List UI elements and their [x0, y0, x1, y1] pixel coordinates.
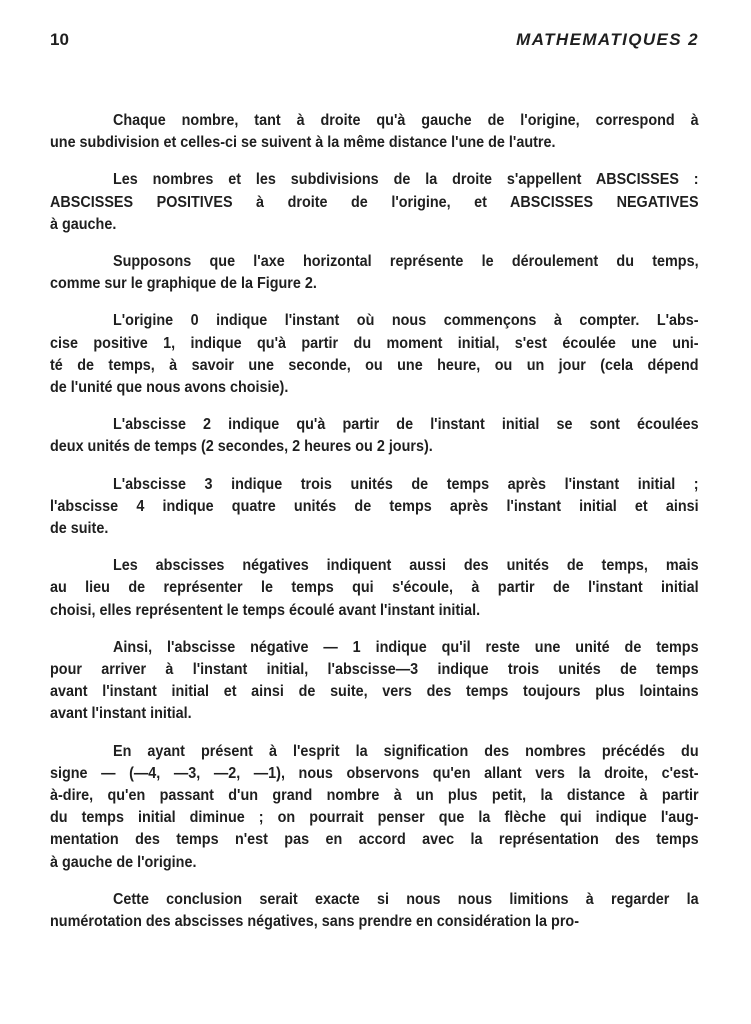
text-line: signe — (—4, —3, —2, —1), nous observons qu'en allant vers la droite, c'est- [50, 764, 699, 782]
text-line: Les abscisses négatives indiquent aussi des unités de temps, mais [112, 557, 699, 575]
text-line: de suite. [50, 520, 109, 538]
text-line: L'abscisse 3 indique trois unités de temps après l'instant initial ; [112, 475, 699, 493]
text-line: L'abscisse 2 indique qu'à partir de l'instant initial se sont écoulées [112, 416, 699, 434]
page-header [50, 30, 699, 54]
paragraph [50, 310, 698, 399]
text-line: avant l'instant initial. [50, 705, 192, 723]
text-line: deux unités de temps (2 secondes, 2 heures ou 2 jours). [50, 438, 433, 456]
text-line: ABSCISSES POSITIVES à droite de l'origine, et ABSCISSES NEGATIVES [50, 193, 699, 211]
paragraph [50, 414, 698, 458]
text-line: du temps initial diminue ; on pourrait penser que la flèche qui indique l'aug- [50, 809, 699, 827]
body-text [50, 110, 698, 948]
paragraph [50, 169, 698, 236]
text-line: à-dire, qu'en passant d'un grand nombre à un plus petit, la distance à partir [50, 787, 699, 805]
text-line: té de temps, à savoir une seconde, ou une heure, ou un jour (cela dépend [50, 356, 699, 374]
text-line: choisi, elles représentent le temps écoulé avant l'instant initial. [50, 601, 481, 619]
paragraph [50, 251, 698, 295]
text-line: L'origine 0 indique l'instant où nous commençons à compter. L'abs- [112, 312, 699, 330]
paragraph [50, 555, 698, 622]
text-line: Chaque nombre, tant à droite qu'à gauche de l'origine, correspond à [112, 112, 699, 129]
text-line: comme sur le graphique de la Figure 2. [50, 275, 317, 293]
text-line: Ainsi, l'abscisse négative — 1 indique qu'il reste une unité de temps [112, 638, 699, 656]
text-line: une subdivision et celles-ci se suivent à la même distance l'une de l'autre. [50, 134, 556, 152]
paragraph [50, 474, 698, 541]
paragraph [50, 889, 698, 933]
text-line: l'abscisse 4 indique quatre unités de temps après l'instant initial et ainsi [50, 497, 699, 515]
text-line: Supposons que l'axe horizontal représente le déroulement du temps, [112, 253, 699, 271]
text-line: mentation des temps n'est pas en accord avec la représentation des temps [50, 831, 699, 849]
text-line: En ayant présent à l'esprit la signification des nombres précédés du [112, 742, 699, 760]
text-line: Les nombres et les subdivisions de la droite s'appellent ABSCISSES : [112, 171, 699, 189]
text-line: de l'unité que nous avons choisie). [50, 379, 289, 397]
text-line: avant l'instant initial et ainsi de suite, vers des temps toujours plus lointains [50, 683, 699, 701]
text-line: à gauche de l'origine. [50, 853, 197, 871]
text-line: cise positive 1, indique qu'à partir du moment initial, s'est écoulée une uni- [50, 334, 699, 352]
text-line: à gauche. [50, 215, 117, 233]
text-line: Cette conclusion serait exacte si nous nous limitions à regarder la [112, 890, 699, 908]
paragraph [50, 637, 698, 726]
text-line: numérotation des abscisses négatives, sans prendre en considération la pro- [50, 913, 579, 931]
paragraph [50, 741, 698, 874]
paragraph [50, 110, 698, 154]
running-title: MATHEMATIQUES 2 [516, 30, 699, 49]
text-line: au lieu de représenter le temps qui s'écoule, à partir de l'instant initial [50, 579, 699, 597]
page-number: 10 [50, 30, 69, 49]
text-line: pour arriver à l'instant initial, l'abscisse—3 indique trois unités de temps [50, 661, 699, 679]
